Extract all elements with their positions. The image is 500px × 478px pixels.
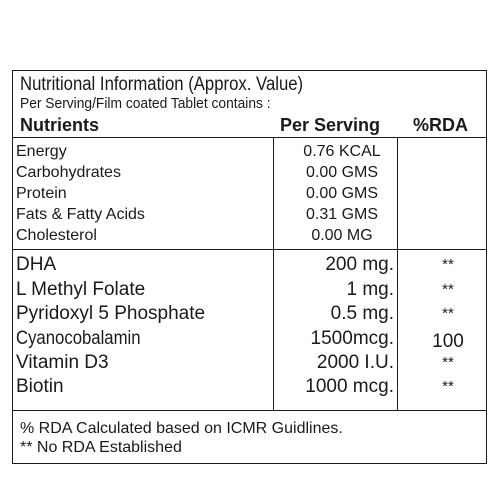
nutrient-value: 0.00 GMS bbox=[305, 164, 379, 181]
table-row bbox=[12, 253, 487, 277]
ingredient-value: 200 mg. bbox=[325, 254, 394, 275]
table-row bbox=[12, 183, 487, 204]
nutrient-name: Fats & Fatty Acids bbox=[16, 206, 145, 223]
table-row bbox=[12, 162, 487, 183]
header-rda: %RDA bbox=[413, 115, 469, 135]
table-title: Nutritional Information (Approx. Value) bbox=[20, 74, 304, 95]
table-subtitle: Per Serving/Film coated Tablet contains : bbox=[20, 95, 271, 112]
header-divider bbox=[12, 137, 487, 138]
nutrient-value: 0.00 GMS bbox=[305, 185, 379, 202]
ingredient-rda: ** bbox=[442, 305, 454, 322]
ingredient-rda: 100 bbox=[432, 331, 464, 352]
nutrient-value: 0.00 MG bbox=[311, 227, 373, 244]
table-row bbox=[12, 302, 487, 326]
table-row bbox=[12, 375, 487, 399]
table-row bbox=[12, 225, 487, 246]
ingredient-value: 1000 mcg. bbox=[305, 376, 394, 397]
ingredient-name: Cyanocobalamin bbox=[16, 328, 141, 349]
ingredient-value: 1 mg. bbox=[346, 279, 394, 300]
nutrient-name: Cholesterol bbox=[16, 227, 97, 244]
nutrient-name: Energy bbox=[16, 143, 67, 160]
table-row bbox=[12, 141, 487, 162]
ingredient-name: DHA bbox=[16, 254, 57, 275]
table-row bbox=[12, 327, 487, 351]
ingredient-rda: ** bbox=[442, 281, 454, 298]
table-row bbox=[12, 204, 487, 225]
ingredient-value: 0.5 mg. bbox=[330, 303, 394, 324]
group-divider bbox=[12, 249, 487, 250]
nutrient-value: 0.76 KCAL bbox=[303, 143, 381, 160]
ingredient-value: 2000 I.U. bbox=[316, 352, 394, 373]
header-nutrients: Nutrients bbox=[20, 115, 100, 135]
ingredient-name: Vitamin D3 bbox=[16, 352, 109, 373]
ingredient-name: Biotin bbox=[16, 376, 64, 397]
footer-divider bbox=[12, 410, 487, 411]
header-per-serving: Per Serving bbox=[280, 115, 381, 135]
table-row bbox=[12, 278, 487, 302]
ingredient-name: Pyridoxyl 5 Phosphate bbox=[16, 303, 206, 324]
footnote-no-rda: ** No RDA Established bbox=[20, 439, 182, 456]
ingredient-rda: ** bbox=[442, 256, 454, 273]
nutrient-value: 0.31 GMS bbox=[305, 206, 379, 223]
nutrient-name: Protein bbox=[16, 185, 67, 202]
nutrient-name: Carbohydrates bbox=[16, 164, 121, 181]
footnote-rda-basis: % RDA Calculated based on ICMR Guidlines. bbox=[20, 420, 343, 437]
ingredient-rda: ** bbox=[442, 378, 454, 395]
table-row bbox=[12, 351, 487, 375]
ingredient-name: L Methyl Folate bbox=[16, 279, 146, 300]
ingredient-rda: ** bbox=[442, 354, 454, 371]
ingredient-value: 1500mcg. bbox=[310, 328, 394, 349]
